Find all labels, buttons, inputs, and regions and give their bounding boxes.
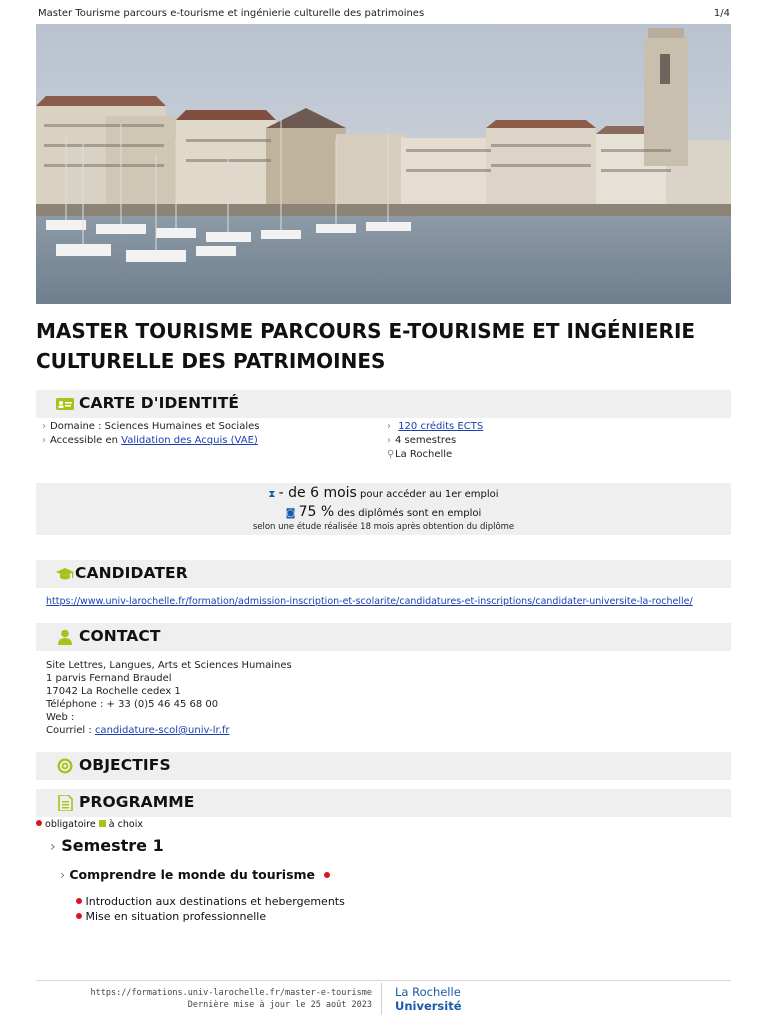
semester-label: Semestre 1 xyxy=(61,836,164,855)
legend-optional: à choix xyxy=(108,819,143,830)
chevron-right-icon: › xyxy=(60,867,65,882)
logo-line-2: Université xyxy=(395,999,462,1013)
footer-separator xyxy=(381,983,382,1015)
chevron-right-icon: › xyxy=(387,435,391,446)
document-icon xyxy=(56,795,74,811)
stat-rate: ◙ 75 % des diplômés sont en emploi xyxy=(285,504,482,520)
stat-delay: ⧗ - de 6 mois pour accéder au 1er emploi xyxy=(268,485,499,501)
section-apply-title: CANDIDATER xyxy=(75,564,188,582)
identity-domain: › Domaine : Sciences Humaines et Sociales xyxy=(42,421,260,432)
university-logo xyxy=(395,985,462,1013)
legend-required: obligatoire xyxy=(45,819,96,830)
contact-street: 1 parvis Fernand Braudel xyxy=(46,673,172,684)
doc-title: Master Tourisme parcours e-tourisme et ingénierie culturelle des patrimoines xyxy=(38,8,425,19)
identity-right-col xyxy=(387,420,483,462)
vae-link[interactable]: Validation des Acquis (VAE) xyxy=(121,435,258,446)
contact-mail-row: Courriel : candidature-scol@univ-lr.fr xyxy=(46,725,230,736)
identity-semesters: › 4 semestres xyxy=(387,435,457,446)
contact-block xyxy=(46,659,292,737)
graduation-cap-icon xyxy=(56,566,74,582)
camera-icon: ◙ xyxy=(285,508,296,519)
list-item: Introduction aux destinations et hebergements xyxy=(76,895,345,910)
stat-note: selon une étude réalisée 18 mois après obtention du diplôme xyxy=(252,522,515,532)
contact-web: Web : xyxy=(46,712,75,723)
user-icon xyxy=(56,629,74,645)
credits-link[interactable]: 120 crédits ECTS xyxy=(398,421,484,432)
identity-left-col xyxy=(42,420,259,448)
section-objectives-title: OBJECTIFS xyxy=(79,756,171,774)
required-dot-icon xyxy=(76,913,82,919)
section-objectives-header[interactable] xyxy=(36,752,731,780)
section-identity-header xyxy=(36,390,731,418)
footer-meta xyxy=(91,987,372,1011)
logo-line-1: La Rochelle xyxy=(395,985,461,999)
identity-location: ⚲La Rochelle xyxy=(387,449,453,460)
program-title xyxy=(36,316,736,376)
footer-url: https://formations.univ-larochelle.fr/master-e-tourisme xyxy=(90,988,372,998)
chevron-right-icon: › xyxy=(387,421,391,432)
programme-legend xyxy=(36,819,143,830)
apply-link[interactable]: https://www.univ-larochelle.fr/formation/admission-inscription-et-scolarite/candidatures-et-inscriptions/candidater-universite-la-rochelle/ xyxy=(46,596,693,607)
section-identity-title: CARTE D'IDENTITÉ xyxy=(79,394,240,412)
title-line-1: MASTER TOURISME PARCOURS E-TOURISME ET INGÉNIERIE xyxy=(36,319,696,343)
unit-toggle[interactable] xyxy=(60,867,330,882)
section-programme-header[interactable] xyxy=(36,789,731,817)
semester-toggle[interactable] xyxy=(50,836,164,855)
identity-credits xyxy=(387,420,483,434)
contact-city: 17042 La Rochelle cedex 1 xyxy=(46,686,181,697)
chevron-right-icon: › xyxy=(42,435,46,446)
contact-phone: Téléphone : + 33 (0)5 46 45 68 00 xyxy=(46,699,219,710)
employment-stats xyxy=(36,483,731,535)
required-dot-icon xyxy=(324,872,330,878)
title-line-2: CULTURELLE DES PATRIMOINES xyxy=(36,349,386,373)
contact-site: Site Lettres, Langues, Arts et Sciences Humaines xyxy=(46,660,292,671)
unit-label: Comprendre le monde du tourisme xyxy=(69,867,316,882)
page-number: 1/4 xyxy=(713,8,730,19)
required-dot-icon xyxy=(36,820,42,826)
contact-mail-link[interactable]: candidature-scol@univ-lr.fr xyxy=(94,725,230,736)
section-contact-header xyxy=(36,623,731,651)
section-programme-title: PROGRAMME xyxy=(79,793,195,811)
id-card-icon xyxy=(56,396,74,412)
footer-divider xyxy=(36,980,731,981)
target-icon xyxy=(56,758,74,774)
course-list xyxy=(76,895,345,924)
required-dot-icon xyxy=(76,898,82,904)
chevron-right-icon: › xyxy=(42,421,46,432)
location-pin-icon: ⚲ xyxy=(387,449,395,460)
list-item: Mise en situation professionnelle xyxy=(76,910,345,925)
optional-square-icon xyxy=(99,820,106,827)
identity-vae: › Accessible en Validation des Acquis (VAE) xyxy=(42,435,258,446)
hourglass-icon: ⧗ xyxy=(268,489,276,500)
apply-url-row xyxy=(46,595,693,609)
section-apply-header xyxy=(36,560,731,588)
footer-updated: Dernière mise à jour le 25 août 2023 xyxy=(187,1000,372,1010)
hero-photo xyxy=(36,24,731,304)
section-contact-title: CONTACT xyxy=(79,627,161,645)
page-header xyxy=(38,8,730,22)
chevron-right-icon: › xyxy=(50,839,56,855)
